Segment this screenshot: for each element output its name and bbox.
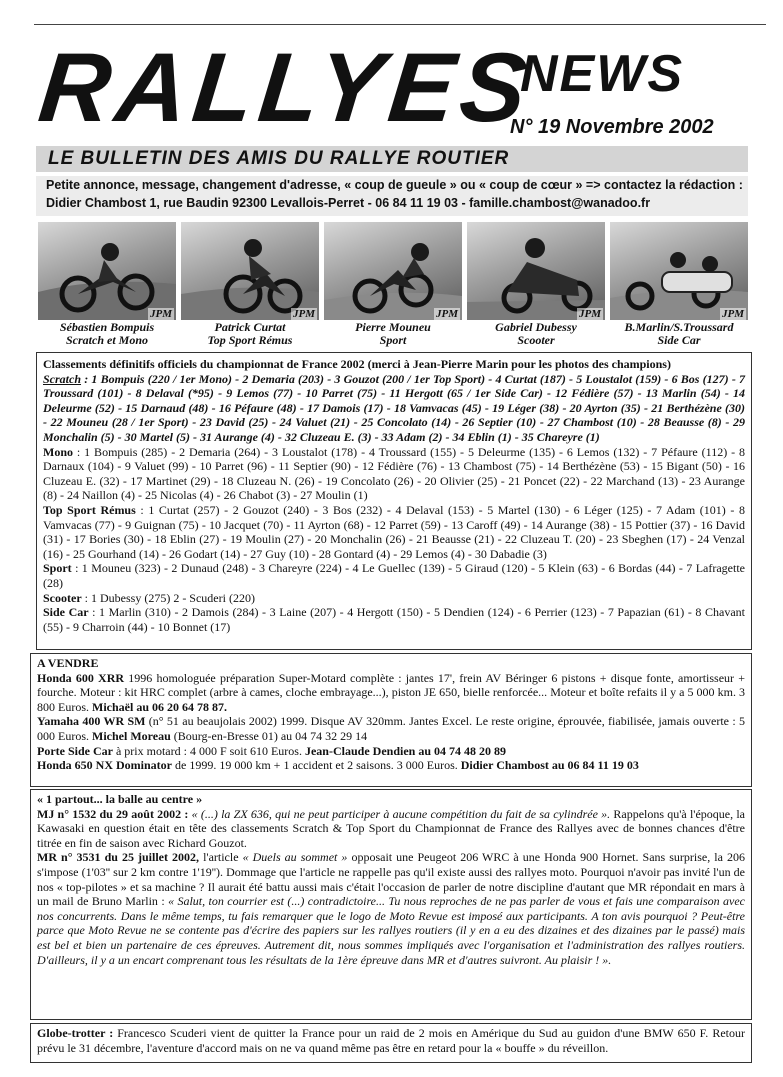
contact-line-1: Petite annonce, message, changement d'adresse, « coup de gueule » ou « coup de cœur » => contactez la rédaction : [46, 178, 743, 192]
champion-photo-1 [38, 222, 176, 320]
opinion-paragraph-2: MR n° 3531 du 25 juillet 2002, l'article « Duels au sommet » opposait une Peugeot 206 WRC à une Honda 900 Hornet. Sans surprise, la 206 s'impose (1'03'' sur 2 km contre 1'19''). Dommage que l'article ne rappelle pas qu'il existe aussi des rallyes moto. Pourquoi n'avoir pas invité l'un de nos « top-pilotes » et sa machine ? Il aurait été battu aussi mais c'était l'occasion de parler de notre discipline d'autant que MR répondait en mars à un mail de Bruno Marlin : « Salut, ton courrier est (...) contradictoire... Tu nous reproches de ne pas parler de vous et fais une comparaison avec nos concurrents. Dans le même temps, tu fais remarquer que le logo de Moto Revue est imposé aux participants. A ton avis pourquoi ? Peut-être parce que Moto Revue ne se contente pas d'écrire des papiers sur les rallyes routiers (il y en a eu des dizaines et des dizaines par le passé) mais est bel et bien un partenaire de ces épreuves. Autrement dit, nous sommes impliqués avec l'organisation et l'administration des rallyes routiers. D'ailleurs, il y a un encart comprenant tous les résultats de la 1ère épreuve dans MR et d'autres suivront. Au plaisir ! ». [37, 850, 746, 967]
contact-line-2: Didier Chambost 1, rue Baudin 92300 Levallois-Perret - 06 84 11 19 03 - famille.chambost@wanadoo.fr [46, 196, 651, 210]
ad-item: Porte Side Car à prix motard : 4 000 F soit 610 Euros. Jean-Claude Dendien au 04 74 48 20 89 [37, 743, 507, 758]
ad-item: Honda 650 NX Dominator de 1999. 19 000 km + 1 accident et 2 saisons. 3 000 Euros. Didier Chambost au 06 84 11 19 03 [37, 758, 639, 773]
opinion-box [30, 789, 752, 1020]
results-scratch: Scratch : 1 Bompuis (220 / 1er Mono) - 2 Demaria (203) - 3 Gouzot (200 / 1er Top Sport) - 4 Curtat (187) - 5 Loustalot (159) - 6 Bos (127) - 7 Troussard (101) - 8 Delaval (*95) - 9 Lemos (77) - 10 Parret (75) - 11 Hergott (65 / 1er Side Car) - 12 Fédière (57) - 13 Marlin (54) - 14 Deleurme (52) - 15 Darnaud (48) - 16 Péfaure (48) - 17 Damois (17) - 18 Vamvacas (45) - 19 Léger (38) - 20 Ayrton (35) - 21 Berthézène (30) - 22 Mouneu (28 / 1er Sport) - 23 David (25) - 24 Valuet (21) - 25 Concolato (14) - 26 Septier (10) - 27 Chambost (10) - 28 Beausse (8) - 29 Monchalin (5) - 30 Martel (5) - 31 Aurange (4) - 32 Cluzeau E. (3) - 33 Adam (2) - 34 Eblin (1) - 35 Chareyre (1) [43, 371, 745, 444]
photo-credit: JPM [722, 308, 744, 320]
photo-credit: JPM [436, 308, 458, 320]
results-mono: Mono : 1 Bompuis (285) - 2 Demaria (264) - 3 Loustalot (178) - 4 Troussard (155) - 5 Deleurme (135) - 6 Lemos (132) - 7 Péfaure (112) - 8 Darnaux (104) - 9 Valuet (99) - 10 Parret (96) - 11 Septier (90) - 12 Fédière (76) - 13 Chambost (75) - 14 Berthézène (53) - 15 Bigant (50) - 16 Cluzeau E. (32) - 17 Martinet (29) - 18 Cluzeau N. (26) - 19 Concolato (26) - 20 Olivier (25) - 21 Poncet (22) - 22 Marchand (13) - 23 Aurange (8) - 24 Naillon (4) - 25 Nicolas (4) - 26 Chabot (3) - 27 Moulin (1) [43, 444, 745, 503]
champion-name: Patrick Curtat [214, 320, 286, 334]
masthead-rallyes: RALLYES [34, 32, 538, 142]
scooter-rider-icon [467, 222, 605, 320]
ad-item: Honda 600 XRR 1996 homologuée préparation Super-Motard complète : jantes 17', frein AV Béringer 6 pistons + disque fonte, amortisseur + fourche. Moteur : kit HRC complet (arbre à cames, cloche embrayage...), piston JE 650, bielle renforcée... Moteur et boîte refaits il y a 5 000 km. 3 800 Euros. Michaël au 06 20 64 78 87. [37, 670, 745, 714]
champion-photo-2 [181, 222, 319, 320]
champion-name: Pierre Mouneu [355, 320, 431, 334]
masthead-news: NEWS [520, 45, 684, 103]
bulletin-subtitle: LE BULLETIN DES AMIS DU RALLYE ROUTIER [48, 148, 510, 169]
champion-photo-5 [610, 222, 748, 320]
opinion-paragraph-1: MJ n° 1532 du 29 août 2002 : « (...) la ZX 636, qui ne peut participer à aucune compétition du fait de sa cylindrée ». Rappelons qu'à l'époque, la Kawasaki en question était en tête des classements Scratch & Top Sport du Championnat de France des Rallyes avec de bonnes chances d'être titrée en fin de saison avec Richard Gouzot. [37, 806, 746, 850]
champion-caption-4 [467, 321, 605, 347]
ad-item: Yamaha 400 WR SM (n° 51 au beaujolais 2002) 1999. Disque AV 320mm. Jantes Excel. Le reste origine, éprouvée, fiabilisée, jamais ouverte : 5 000 Euros. Michel Moreau (Bourg-en-Bresse 01) au 04 74 32 29 14 [37, 714, 746, 743]
ads-heading: A VENDRE [37, 656, 99, 670]
photo-credit: JPM [293, 308, 315, 320]
champion-category: Sport [379, 333, 407, 347]
champion-caption-5 [610, 321, 748, 347]
champion-photo-4 [467, 222, 605, 320]
motorcycle-rider-icon [324, 222, 462, 320]
photo-credit: JPM [579, 308, 601, 320]
results-sidecar: Side Car : 1 Marlin (310) - 2 Damois (284) - 3 Laine (207) - 4 Hergott (150) - 5 Dendien (124) - 6 Perrier (123) - 7 Papazian (61) - 8 Chavant (55) - 9 Charroin (44) - 10 Bonnet (17) [43, 605, 745, 634]
champion-caption-1 [38, 321, 176, 347]
champion-category: Side Car [657, 333, 701, 347]
champion-category: Scratch et Mono [65, 333, 148, 347]
contact-banner [36, 176, 748, 216]
champion-name: Gabriel Dubessy [495, 320, 577, 334]
subtitle-bar [36, 146, 748, 172]
champion-category: Top Sport Rémus [207, 333, 293, 347]
results-scooter: Scooter : 1 Dubessy (275) 2 - Scuderi (220) [43, 590, 255, 605]
opinion-heading: « 1 partout... la balle au centre » [37, 792, 203, 806]
results-sport: Sport : 1 Mouneu (323) - 2 Dunaud (248) - 3 Chareyre (224) - 4 Le Guellec (139) - 5 Giraud (120) - 5 Klein (63) - 6 Bordas (44) - 7 Lafragette (28) [43, 561, 745, 590]
motorcycle-rider-icon [181, 222, 319, 320]
motorcycle-rider-icon [38, 222, 176, 320]
sidecar-icon [610, 222, 748, 320]
champion-name: Sébastien Bompuis [59, 320, 155, 334]
results-heading: Classements définitifs officiels du championnat de France 2002 (merci à Jean-Pierre Marin pour les photos des champions) [43, 357, 671, 371]
champion-category: Scooter [517, 333, 555, 347]
champion-caption-2 [181, 321, 319, 347]
classified-ads-box [30, 653, 752, 787]
champion-caption-3 [324, 321, 462, 347]
top-rule [34, 24, 766, 25]
results-box [36, 352, 752, 650]
champion-photo-3 [324, 222, 462, 320]
issue-date: N° 19 Novembre 2002 [510, 116, 714, 138]
globe-trotter-box [30, 1023, 752, 1063]
masthead [34, 32, 760, 150]
champion-photos [38, 222, 748, 352]
results-topsport: Top Sport Rémus : 1 Curtat (257) - 2 Gouzot (240) - 3 Bos (232) - 4 Delaval (153) - 5 Martel (130) - 6 Léger (125) - 7 Adam (101) - 8 Vamvacas (77) - 9 Guignan (75) - 10 Jacquet (70) - 11 Ayrton (68) - 12 Parret (59) - 13 Caroff (49) - 14 Aurange (38) - 15 Pottier (37) - 16 David (31) - 17 Bories (30) - 18 Eblin (27) - 19 Moulin (27) - 20 Monchalin (26) - 21 Beausse (21) - 22 Cluzeau T. (20) - 23 Sbeghen (17) - 24 Venzal (16) - 25 Gourhand (14) - 26 Godart (14) - 27 Guy (10) - 28 Gontard (4) - 29 Lemos (4) - 30 Dabadie (3) [43, 502, 746, 561]
photo-credit: JPM [150, 308, 172, 320]
champion-name: B.Marlin/S.Troussard [624, 320, 734, 334]
globe-trotter-text: Globe-trotter : Francesco Scuderi vient de quitter la France pour un raid de 2 mois en Amérique du Sud au guidon d'une BMW 650 F. Retour prévu le 31 décembre, l'aventure d'accord mais on ne va quand même pas être en retard pour la « bouffe » du réveillon. [37, 1026, 745, 1055]
